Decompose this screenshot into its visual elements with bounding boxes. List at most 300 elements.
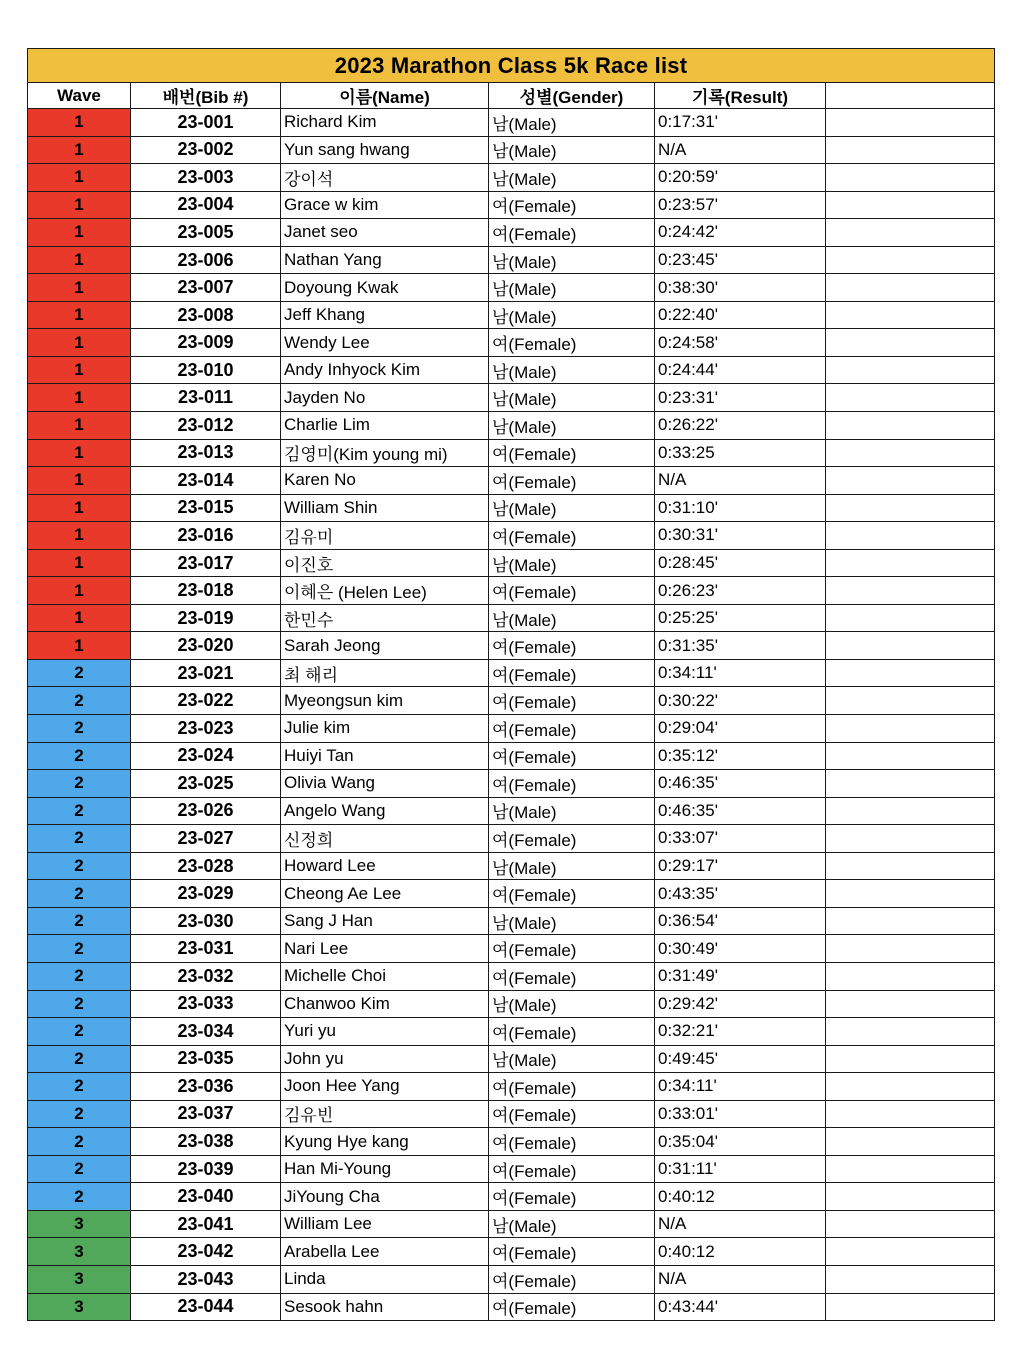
gender-cell: 남(Male) [489, 549, 655, 577]
header-extra [826, 83, 995, 109]
result-cell: 0:22:40' [655, 301, 826, 329]
bib-cell: 23-023 [131, 715, 281, 743]
header-row [28, 83, 995, 109]
gender-cell: 남(Male) [489, 907, 655, 935]
wave-cell: 2 [28, 687, 131, 715]
gender-cell: 남(Male) [489, 494, 655, 522]
table-row [28, 467, 995, 495]
gender-cell: 남(Male) [489, 274, 655, 302]
gender-cell: 여(Female) [489, 1293, 655, 1321]
bib-cell: 23-021 [131, 659, 281, 687]
result-cell: 0:33:07' [655, 825, 826, 853]
gender-cell: 여(Female) [489, 687, 655, 715]
wave-cell: 1 [28, 329, 131, 357]
result-cell: 0:35:04' [655, 1128, 826, 1156]
header-gender: 성별(Gender) [489, 83, 655, 109]
wave-cell: 2 [28, 1045, 131, 1073]
name-cell: Grace w kim [281, 191, 489, 219]
bib-cell: 23-036 [131, 1073, 281, 1101]
empty-cell [826, 742, 995, 770]
bib-cell: 23-014 [131, 467, 281, 495]
bib-cell: 23-007 [131, 274, 281, 302]
empty-cell [826, 852, 995, 880]
wave-cell: 2 [28, 742, 131, 770]
bib-cell: 23-016 [131, 522, 281, 550]
name-cell: Han Mi-Young [281, 1155, 489, 1183]
name-cell: John yu [281, 1045, 489, 1073]
empty-cell [826, 494, 995, 522]
result-cell: 0:35:12' [655, 742, 826, 770]
name-cell: Jeff Khang [281, 301, 489, 329]
empty-cell [826, 880, 995, 908]
name-cell: Janet seo [281, 219, 489, 247]
table-row [28, 990, 995, 1018]
name-cell: Howard Lee [281, 852, 489, 880]
name-cell: Olivia Wang [281, 770, 489, 798]
table-row [28, 632, 995, 660]
gender-cell: 남(Male) [489, 852, 655, 880]
name-cell: Julie kim [281, 715, 489, 743]
result-cell: 0:25:25' [655, 604, 826, 632]
result-cell: 0:28:45' [655, 549, 826, 577]
wave-cell: 3 [28, 1265, 131, 1293]
name-cell: 최 해리 [281, 659, 489, 687]
bib-cell: 23-030 [131, 907, 281, 935]
result-cell: 0:43:35' [655, 880, 826, 908]
sheet-title: 2023 Marathon Class 5k Race list [28, 49, 995, 83]
table-row [28, 412, 995, 440]
bib-cell: 23-011 [131, 384, 281, 412]
bib-cell: 23-040 [131, 1183, 281, 1211]
result-cell: N/A [655, 1265, 826, 1293]
wave-cell: 2 [28, 797, 131, 825]
result-cell: 0:23:45' [655, 246, 826, 274]
wave-cell: 1 [28, 412, 131, 440]
name-cell: Sarah Jeong [281, 632, 489, 660]
wave-cell: 3 [28, 1210, 131, 1238]
result-cell: 0:34:11' [655, 659, 826, 687]
table-row [28, 770, 995, 798]
gender-cell: 여(Female) [489, 577, 655, 605]
wave-cell: 2 [28, 1155, 131, 1183]
wave-cell: 1 [28, 356, 131, 384]
result-cell: N/A [655, 136, 826, 164]
name-cell: Myeongsun kim [281, 687, 489, 715]
table-body [28, 109, 995, 1321]
gender-cell: 남(Male) [489, 136, 655, 164]
gender-cell: 여(Female) [489, 659, 655, 687]
gender-cell: 여(Female) [489, 219, 655, 247]
gender-cell: 여(Female) [489, 935, 655, 963]
bib-cell: 23-034 [131, 1018, 281, 1046]
wave-cell: 1 [28, 439, 131, 467]
table-row [28, 191, 995, 219]
name-cell: Andy Inhyock Kim [281, 356, 489, 384]
bib-cell: 23-009 [131, 329, 281, 357]
table-row [28, 659, 995, 687]
empty-cell [826, 412, 995, 440]
gender-cell: 남(Male) [489, 384, 655, 412]
result-cell: 0:43:44' [655, 1293, 826, 1321]
name-cell: Karen No [281, 467, 489, 495]
name-cell: JiYoung Cha [281, 1183, 489, 1211]
result-cell: 0:24:44' [655, 356, 826, 384]
table-row [28, 1073, 995, 1101]
table-row [28, 356, 995, 384]
gender-cell: 남(Male) [489, 246, 655, 274]
wave-cell: 2 [28, 1183, 131, 1211]
table-row [28, 825, 995, 853]
wave-cell: 1 [28, 301, 131, 329]
result-cell: 0:38:30' [655, 274, 826, 302]
name-cell: William Shin [281, 494, 489, 522]
table-row [28, 1100, 995, 1128]
empty-cell [826, 109, 995, 137]
table-row [28, 329, 995, 357]
bib-cell: 23-010 [131, 356, 281, 384]
empty-cell [826, 1073, 995, 1101]
empty-cell [826, 632, 995, 660]
bib-cell: 23-043 [131, 1265, 281, 1293]
gender-cell: 여(Female) [489, 522, 655, 550]
name-cell: 한민수 [281, 604, 489, 632]
table-row [28, 549, 995, 577]
wave-cell: 1 [28, 632, 131, 660]
name-cell: Charlie Lim [281, 412, 489, 440]
table-row [28, 1018, 995, 1046]
empty-cell [826, 1045, 995, 1073]
empty-cell [826, 136, 995, 164]
table-row [28, 1210, 995, 1238]
bib-cell: 23-019 [131, 604, 281, 632]
bib-cell: 23-001 [131, 109, 281, 137]
result-cell: 0:17:31' [655, 109, 826, 137]
empty-cell [826, 191, 995, 219]
empty-cell [826, 219, 995, 247]
bib-cell: 23-024 [131, 742, 281, 770]
result-cell: 0:33:25 [655, 439, 826, 467]
title-row [28, 49, 995, 83]
result-cell: 0:24:42' [655, 219, 826, 247]
wave-cell: 3 [28, 1293, 131, 1321]
bib-cell: 23-017 [131, 549, 281, 577]
wave-cell: 1 [28, 246, 131, 274]
result-cell: 0:23:57' [655, 191, 826, 219]
empty-cell [826, 246, 995, 274]
wave-cell: 2 [28, 1073, 131, 1101]
wave-cell: 1 [28, 136, 131, 164]
empty-cell [826, 687, 995, 715]
name-cell: Kyung Hye kang [281, 1128, 489, 1156]
empty-cell [826, 935, 995, 963]
wave-cell: 2 [28, 935, 131, 963]
wave-cell: 1 [28, 219, 131, 247]
header-bib: 배번(Bib #) [131, 83, 281, 109]
gender-cell: 남(Male) [489, 797, 655, 825]
empty-cell [826, 274, 995, 302]
table-row [28, 604, 995, 632]
wave-cell: 1 [28, 522, 131, 550]
gender-cell: 남(Male) [489, 604, 655, 632]
bib-cell: 23-012 [131, 412, 281, 440]
empty-cell [826, 439, 995, 467]
name-cell: Yun sang hwang [281, 136, 489, 164]
gender-cell: 여(Female) [489, 329, 655, 357]
wave-cell: 2 [28, 907, 131, 935]
wave-cell: 2 [28, 1128, 131, 1156]
gender-cell: 여(Female) [489, 1128, 655, 1156]
bib-cell: 23-033 [131, 990, 281, 1018]
bib-cell: 23-008 [131, 301, 281, 329]
gender-cell: 여(Female) [489, 1183, 655, 1211]
empty-cell [826, 1238, 995, 1266]
wave-cell: 2 [28, 852, 131, 880]
empty-cell [826, 549, 995, 577]
empty-cell [826, 329, 995, 357]
name-cell: Wendy Lee [281, 329, 489, 357]
result-cell: 0:46:35' [655, 797, 826, 825]
gender-cell: 여(Female) [489, 1238, 655, 1266]
wave-cell: 1 [28, 164, 131, 192]
empty-cell [826, 1155, 995, 1183]
name-cell: 김유미 [281, 522, 489, 550]
table-row [28, 1238, 995, 1266]
result-cell: 0:26:23' [655, 577, 826, 605]
name-cell: Jayden No [281, 384, 489, 412]
table-row [28, 494, 995, 522]
empty-cell [826, 467, 995, 495]
wave-cell: 2 [28, 659, 131, 687]
empty-cell [826, 770, 995, 798]
table-row [28, 246, 995, 274]
result-cell: 0:24:58' [655, 329, 826, 357]
table-row [28, 1045, 995, 1073]
bib-cell: 23-018 [131, 577, 281, 605]
wave-cell: 2 [28, 962, 131, 990]
table-row [28, 715, 995, 743]
gender-cell: 남(Male) [489, 1045, 655, 1073]
name-cell: Doyoung Kwak [281, 274, 489, 302]
table-row [28, 880, 995, 908]
empty-cell [826, 384, 995, 412]
empty-cell [826, 164, 995, 192]
header-result: 기록(Result) [655, 83, 826, 109]
gender-cell: 여(Female) [489, 1265, 655, 1293]
wave-cell: 1 [28, 467, 131, 495]
wave-cell: 1 [28, 604, 131, 632]
result-cell: 0:33:01' [655, 1100, 826, 1128]
table-row [28, 274, 995, 302]
gender-cell: 여(Female) [489, 770, 655, 798]
bib-cell: 23-038 [131, 1128, 281, 1156]
result-cell: 0:36:54' [655, 907, 826, 935]
name-cell: 이혜은 (Helen Lee) [281, 577, 489, 605]
gender-cell: 여(Female) [489, 742, 655, 770]
empty-cell [826, 577, 995, 605]
gender-cell: 남(Male) [489, 412, 655, 440]
empty-cell [826, 522, 995, 550]
gender-cell: 여(Female) [489, 1155, 655, 1183]
wave-cell: 2 [28, 1100, 131, 1128]
table-row [28, 136, 995, 164]
table-row [28, 109, 995, 137]
gender-cell: 여(Female) [489, 632, 655, 660]
result-cell: 0:30:31' [655, 522, 826, 550]
table-row [28, 687, 995, 715]
wave-cell: 1 [28, 494, 131, 522]
wave-cell: 1 [28, 384, 131, 412]
table-row [28, 384, 995, 412]
name-cell: William Lee [281, 1210, 489, 1238]
bib-cell: 23-005 [131, 219, 281, 247]
gender-cell: 남(Male) [489, 109, 655, 137]
result-cell: 0:30:22' [655, 687, 826, 715]
wave-cell: 2 [28, 770, 131, 798]
table-row [28, 1155, 995, 1183]
bib-cell: 23-002 [131, 136, 281, 164]
bib-cell: 23-042 [131, 1238, 281, 1266]
wave-cell: 3 [28, 1238, 131, 1266]
bib-cell: 23-028 [131, 852, 281, 880]
wave-cell: 2 [28, 1018, 131, 1046]
gender-cell: 남(Male) [489, 990, 655, 1018]
result-cell: N/A [655, 467, 826, 495]
empty-cell [826, 962, 995, 990]
wave-cell: 2 [28, 990, 131, 1018]
result-cell: 0:49:45' [655, 1045, 826, 1073]
bib-cell: 23-013 [131, 439, 281, 467]
name-cell: 김영미(Kim young mi) [281, 439, 489, 467]
name-cell: Richard Kim [281, 109, 489, 137]
gender-cell: 여(Female) [489, 1018, 655, 1046]
bib-cell: 23-039 [131, 1155, 281, 1183]
bib-cell: 23-006 [131, 246, 281, 274]
table-row [28, 1265, 995, 1293]
table-row [28, 577, 995, 605]
bib-cell: 23-020 [131, 632, 281, 660]
gender-cell: 남(Male) [489, 1210, 655, 1238]
table-row [28, 1183, 995, 1211]
gender-cell: 여(Female) [489, 1100, 655, 1128]
result-cell: 0:23:31' [655, 384, 826, 412]
table-row [28, 164, 995, 192]
race-list-table [27, 48, 995, 1321]
wave-cell: 1 [28, 191, 131, 219]
gender-cell: 여(Female) [489, 962, 655, 990]
name-cell: Yuri yu [281, 1018, 489, 1046]
bib-cell: 23-003 [131, 164, 281, 192]
empty-cell [826, 825, 995, 853]
gender-cell: 남(Male) [489, 301, 655, 329]
name-cell: 이진호 [281, 549, 489, 577]
empty-cell [826, 1100, 995, 1128]
empty-cell [826, 356, 995, 384]
table-row [28, 742, 995, 770]
result-cell: 0:20:59' [655, 164, 826, 192]
wave-cell: 1 [28, 577, 131, 605]
name-cell: Chanwoo Kim [281, 990, 489, 1018]
name-cell: Sesook hahn [281, 1293, 489, 1321]
name-cell: Cheong Ae Lee [281, 880, 489, 908]
empty-cell [826, 715, 995, 743]
gender-cell: 여(Female) [489, 880, 655, 908]
table-row [28, 797, 995, 825]
result-cell: 0:32:21' [655, 1018, 826, 1046]
gender-cell: 여(Female) [489, 1073, 655, 1101]
name-cell: 강이석 [281, 164, 489, 192]
empty-cell [826, 797, 995, 825]
name-cell: 김유빈 [281, 1100, 489, 1128]
table-row [28, 852, 995, 880]
result-cell: 0:31:10' [655, 494, 826, 522]
result-cell: N/A [655, 1210, 826, 1238]
bib-cell: 23-029 [131, 880, 281, 908]
bib-cell: 23-025 [131, 770, 281, 798]
name-cell: Nathan Yang [281, 246, 489, 274]
bib-cell: 23-041 [131, 1210, 281, 1238]
bib-cell: 23-035 [131, 1045, 281, 1073]
result-cell: 0:31:11' [655, 1155, 826, 1183]
bib-cell: 23-044 [131, 1293, 281, 1321]
empty-cell [826, 1293, 995, 1321]
bib-cell: 23-027 [131, 825, 281, 853]
table-row [28, 439, 995, 467]
table-row [28, 907, 995, 935]
gender-cell: 여(Female) [489, 467, 655, 495]
table-row [28, 1293, 995, 1321]
gender-cell: 남(Male) [489, 164, 655, 192]
wave-cell: 1 [28, 109, 131, 137]
result-cell: 0:40:12 [655, 1183, 826, 1211]
gender-cell: 여(Female) [489, 439, 655, 467]
name-cell: Sang J Han [281, 907, 489, 935]
name-cell: Joon Hee Yang [281, 1073, 489, 1101]
empty-cell [826, 1018, 995, 1046]
empty-cell [826, 990, 995, 1018]
name-cell: Linda [281, 1265, 489, 1293]
table-row [28, 962, 995, 990]
result-cell: 0:29:04' [655, 715, 826, 743]
empty-cell [826, 659, 995, 687]
result-cell: 0:30:49' [655, 935, 826, 963]
wave-cell: 2 [28, 880, 131, 908]
gender-cell: 여(Female) [489, 825, 655, 853]
table-row [28, 219, 995, 247]
bib-cell: 23-022 [131, 687, 281, 715]
empty-cell [826, 301, 995, 329]
empty-cell [826, 907, 995, 935]
result-cell: 0:31:49' [655, 962, 826, 990]
empty-cell [826, 1210, 995, 1238]
name-cell: Arabella Lee [281, 1238, 489, 1266]
bib-cell: 23-015 [131, 494, 281, 522]
name-cell: 신정희 [281, 825, 489, 853]
name-cell: Huiyi Tan [281, 742, 489, 770]
table-row [28, 522, 995, 550]
result-cell: 0:40:12 [655, 1238, 826, 1266]
bib-cell: 23-037 [131, 1100, 281, 1128]
name-cell: Nari Lee [281, 935, 489, 963]
table-row [28, 301, 995, 329]
table-row [28, 1128, 995, 1156]
bib-cell: 23-026 [131, 797, 281, 825]
header-wave: Wave [28, 83, 131, 109]
result-cell: 0:34:11' [655, 1073, 826, 1101]
bib-cell: 23-032 [131, 962, 281, 990]
table-row [28, 935, 995, 963]
empty-cell [826, 1183, 995, 1211]
result-cell: 0:29:42' [655, 990, 826, 1018]
